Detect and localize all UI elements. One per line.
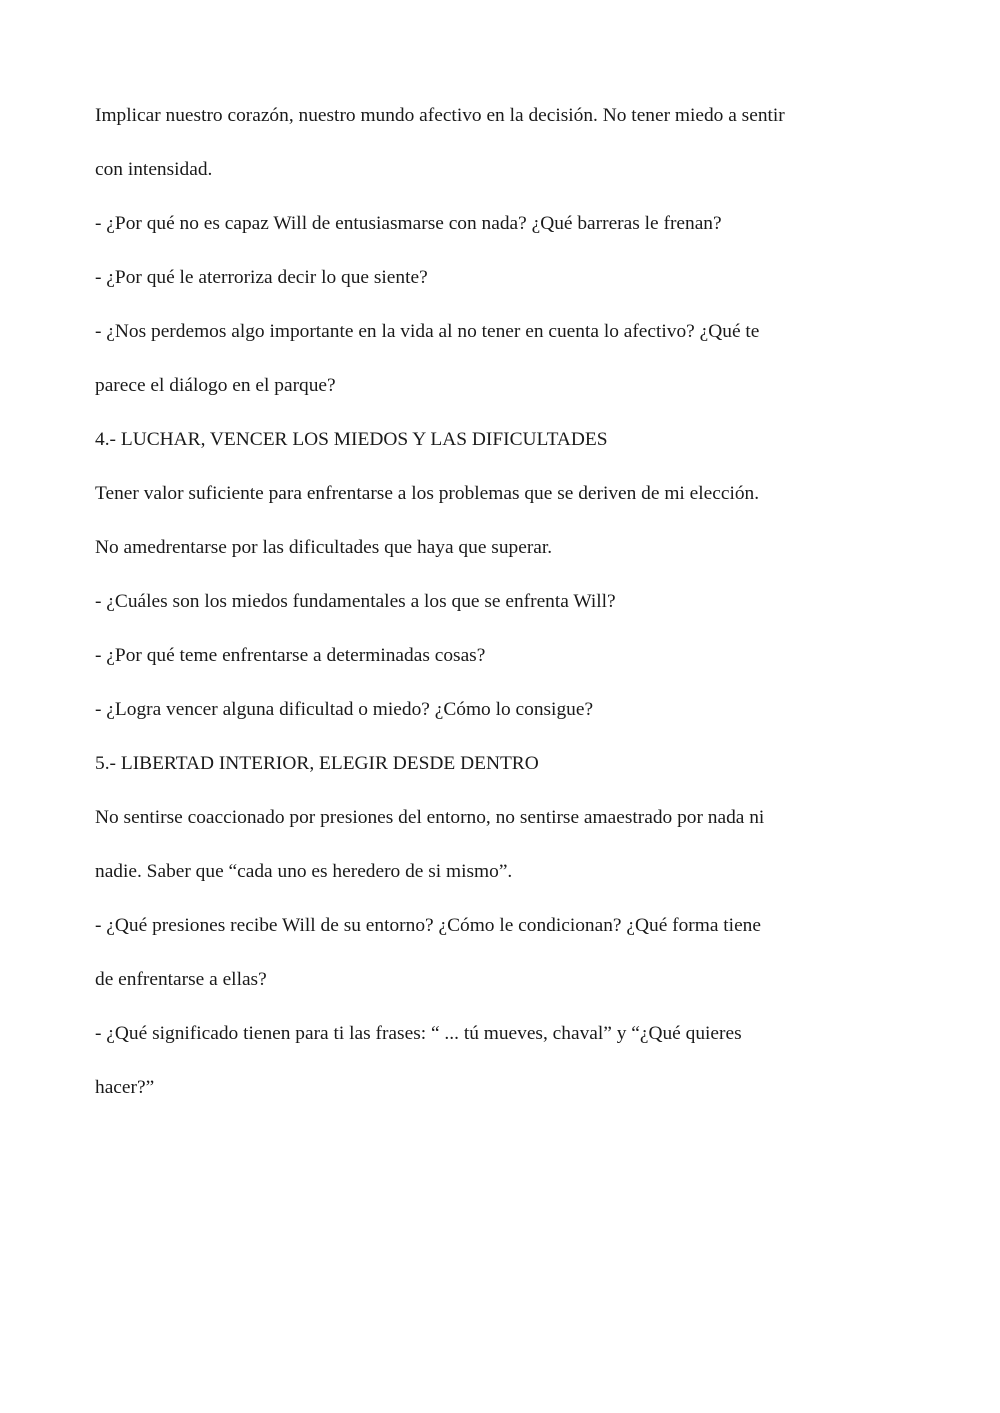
question-line: - ¿Nos perdemos algo importante en la vida al no tener en cuenta lo afectivo? ¿Qué te bbox=[95, 321, 760, 342]
question-line: - ¿Qué significado tienen para ti las frases: “ ... tú mueves, chaval” y “¿Qué quieres bbox=[95, 1023, 742, 1044]
question-line: - ¿Qué presiones recibe Will de su entorno? ¿Cómo le condicionan? ¿Qué forma tiene bbox=[95, 915, 761, 936]
paragraph-line: con intensidad. bbox=[95, 159, 213, 180]
paragraph-line: nadie. Saber que “cada uno es heredero de si mismo”. bbox=[95, 861, 513, 882]
question-line: - ¿Cuáles son los miedos fundamentales a los que se enfrenta Will? bbox=[95, 591, 616, 612]
question-line: de enfrentarse a ellas? bbox=[95, 969, 267, 990]
question-line: - ¿Logra vencer alguna dificultad o miedo? ¿Cómo lo consigue? bbox=[95, 699, 594, 720]
question-line: parece el diálogo en el parque? bbox=[95, 375, 336, 396]
question-line: - ¿Por qué le aterroriza decir lo que siente? bbox=[95, 267, 428, 288]
question-line: - ¿Por qué no es capaz Will de entusiasmarse con nada? ¿Qué barreras le frenan? bbox=[95, 213, 722, 234]
document-body bbox=[95, 89, 835, 1115]
question-line: - ¿Por qué teme enfrentarse a determinadas cosas? bbox=[95, 645, 486, 666]
paragraph-line: Implicar nuestro corazón, nuestro mundo afectivo en la decisión. No tener miedo a sentir bbox=[95, 105, 785, 126]
paragraph-line: No sentirse coaccionado por presiones del entorno, no sentirse amaestrado por nada ni bbox=[95, 807, 765, 828]
section-heading: 5.- LIBERTAD INTERIOR, ELEGIR DESDE DENTRO bbox=[95, 753, 539, 774]
question-line: hacer?” bbox=[95, 1077, 155, 1098]
paragraph-line: Tener valor suficiente para enfrentarse a los problemas que se deriven de mi elección. bbox=[95, 483, 760, 504]
section-heading: 4.- LUCHAR, VENCER LOS MIEDOS Y LAS DIFICULTADES bbox=[95, 429, 608, 450]
paragraph-line: No amedrentarse por las dificultades que haya que superar. bbox=[95, 537, 553, 558]
